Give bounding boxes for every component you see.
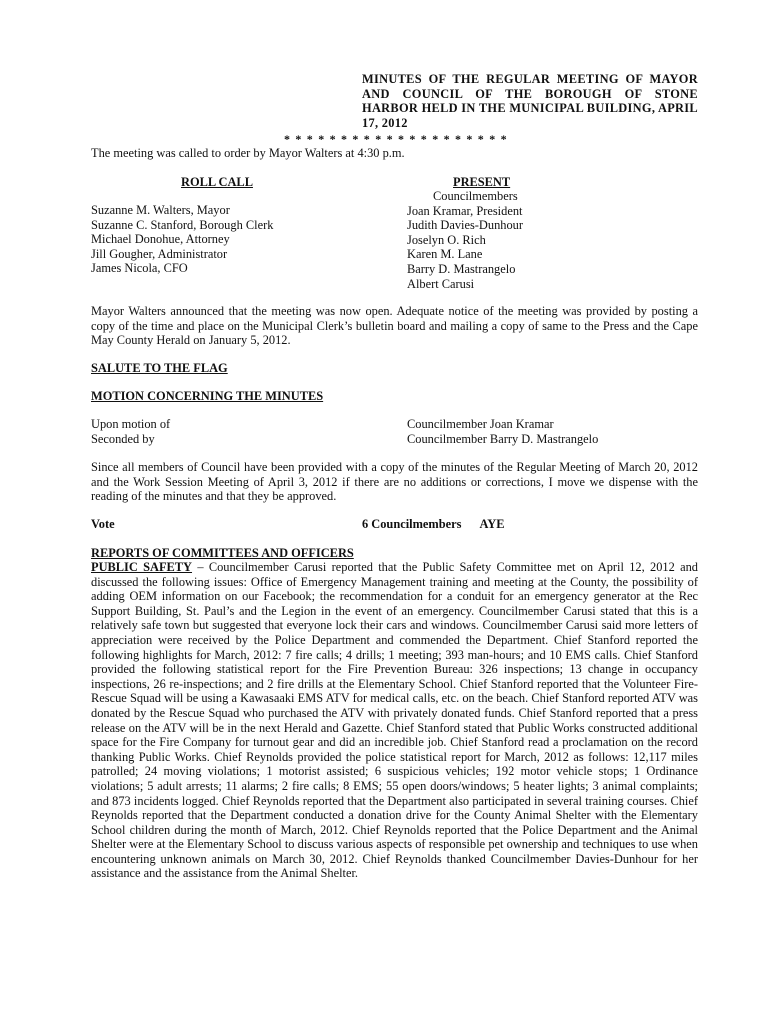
roll-call-member: Suzanne M. Walters, Mayor: [91, 203, 230, 217]
roll-call-member: James Nicola, CFO: [91, 261, 188, 276]
present-member: Joselyn O. Rich: [407, 232, 486, 247]
minutes-motion-heading: MOTION CONCERNING THE MINUTES: [91, 389, 324, 403]
reports-heading: REPORTS OF COMMITTEES AND OFFICERS: [91, 546, 354, 560]
present-member: Albert Carusi: [407, 276, 475, 291]
called-to-order-text: The meeting was called to order by Mayor Walters at 4:30 p.m.: [91, 146, 405, 160]
minutes-motion-paragraph: Since all members of Council have been provided with a copy of the minutes of the Regular Meeting of March 20, 2012 and the Work Session Meeting of April 3, 2012 if there are no additions or corrections, I move we dispense with the reading of the minutes and that they be approved.: [91, 460, 698, 504]
vote-result: [362, 517, 505, 532]
present-list: [407, 189, 523, 291]
present-member: Karen M. Lane: [407, 247, 483, 262]
public-safety-paragraph: [91, 560, 698, 881]
roll-call-heading: ROLL CALL: [181, 175, 253, 189]
roll-call-member: Jill Gougher, Administrator: [91, 246, 228, 261]
vote-label: Vote: [91, 517, 115, 531]
present-member: Barry D. Mastrangelo: [407, 261, 516, 276]
roll-call-list: [91, 203, 273, 276]
title-separator: * * * * * * * * * * * * * * * * * * * *: [284, 132, 508, 146]
salute-heading: SALUTE TO THE FLAG: [91, 361, 228, 375]
vote-count: 6 Councilmembers: [362, 517, 462, 531]
present-heading: PRESENT: [453, 175, 511, 189]
public-safety-heading: PUBLIC SAFETY: [91, 560, 193, 574]
vote-aye: AYE: [479, 517, 505, 531]
motion-by: Councilmember Joan Kramar: [407, 417, 554, 431]
seconded-label: Seconded by: [91, 431, 155, 446]
motion-label: Upon motion of: [91, 417, 171, 431]
document-title: MINUTES OF THE REGULAR MEETING OF MAYOR AND COUNCIL OF THE BOROUGH OF STONE HARBOR HELD IN THE MUNICIPAL BUILDING, APRIL 17, 2012: [362, 72, 698, 130]
seconded-by: Councilmember Barry D. Mastrangelo: [407, 431, 599, 446]
motion-names: [407, 417, 598, 446]
present-member: Judith Davies-Dunhour: [407, 218, 523, 233]
councilmembers-label: Councilmembers: [433, 189, 518, 203]
announcement-paragraph: Mayor Walters announced that the meeting was now open. Adequate notice of the meeting was provided by posting a copy of the time and place on the Municipal Clerk’s bulletin board and mailing a copy of same to the Press and the Cape May County Herald on January 5, 2012.: [91, 304, 698, 348]
motion-labels: [91, 417, 170, 446]
public-safety-text: – Councilmember Carusi reported that the Public Safety Committee met on April 12, 2012 and discussed the following issues: Office of Emergency Management training and meeting at the County, the possibility of adding OEM information on our Facebook; the recommendation for a conduit for an emergency generator at the Rec Support Building, St. Paul’s and the Legion in the event of an emergency. Councilmember Carusi stated that this is a relatively safe town but suggested that everyone lock their cars and windows. Councilmember Carusi said more letters of appreciation were received by the Police Department and commended the Department. Chief Stanford reported the following highlights for March, 2012: 7 fire calls; 4 drills; 1 meeting; 393 man-hours; and 10 EMS calls. Chief Stanford provided the following statistical report for the Fire Prevention Bureau: 326 inspections; 13 change in occupancy inspections, 26 re-inspections; and 2 fire drills at the Elementary School. Chief Stanford reported that the Volunteer Fire-Rescue Squad will be using a Kawasaaki EMS ATV for medical calls, etc. on the beach. Chief Stanford reported ATV was donated by the Rescue Squad who purchased the ATV with privately donated funds. Chief Stanford reported that a press release on the ATV will be in the next Herald and Gazette. Chief Stanford stated that Public Works constructed additional space for the Fire Company for turnout gear and did an incredible job. Chief Stanford read a proclamation on the record thanking Public Works. Chief Reynolds provided the police statistical report for March, 2012 as follows: 12,117 miles patrolled; 24 moving violations; 1 motorist assisted; 6 suspicious vehicles; 192 motor vehicle stops; 1 Ordinance violations; 5 adult arrests; 11 alarms; 2 fire calls; 8 EMS; 55 open doors/windows; 5 heater lights; 3 animal complaints; and 873 incidents logged. Chief Reynolds reported that the Department also participated in several training courses. Chief Reynolds reported that the Department conducted a donation drive for the County Animal Shelter with the Elementary School children during the month of March, 2012. Chief Reynolds reported that the Police Department and the Animal Shelter were at the Elementary School to discuss various aspects of responsible pet ownership and techniques to use when encountering unknown animals on March 30, 2012. Chief Reynolds thanked Councilmember Davies-Dunhour for her assistance and the assistance from the Animal Shelter.: [91, 560, 698, 881]
present-member: Joan Kramar, President: [407, 203, 523, 218]
roll-call-member: Suzanne C. Stanford, Borough Clerk: [91, 217, 274, 232]
roll-call-member: Michael Donohue, Attorney: [91, 232, 230, 247]
